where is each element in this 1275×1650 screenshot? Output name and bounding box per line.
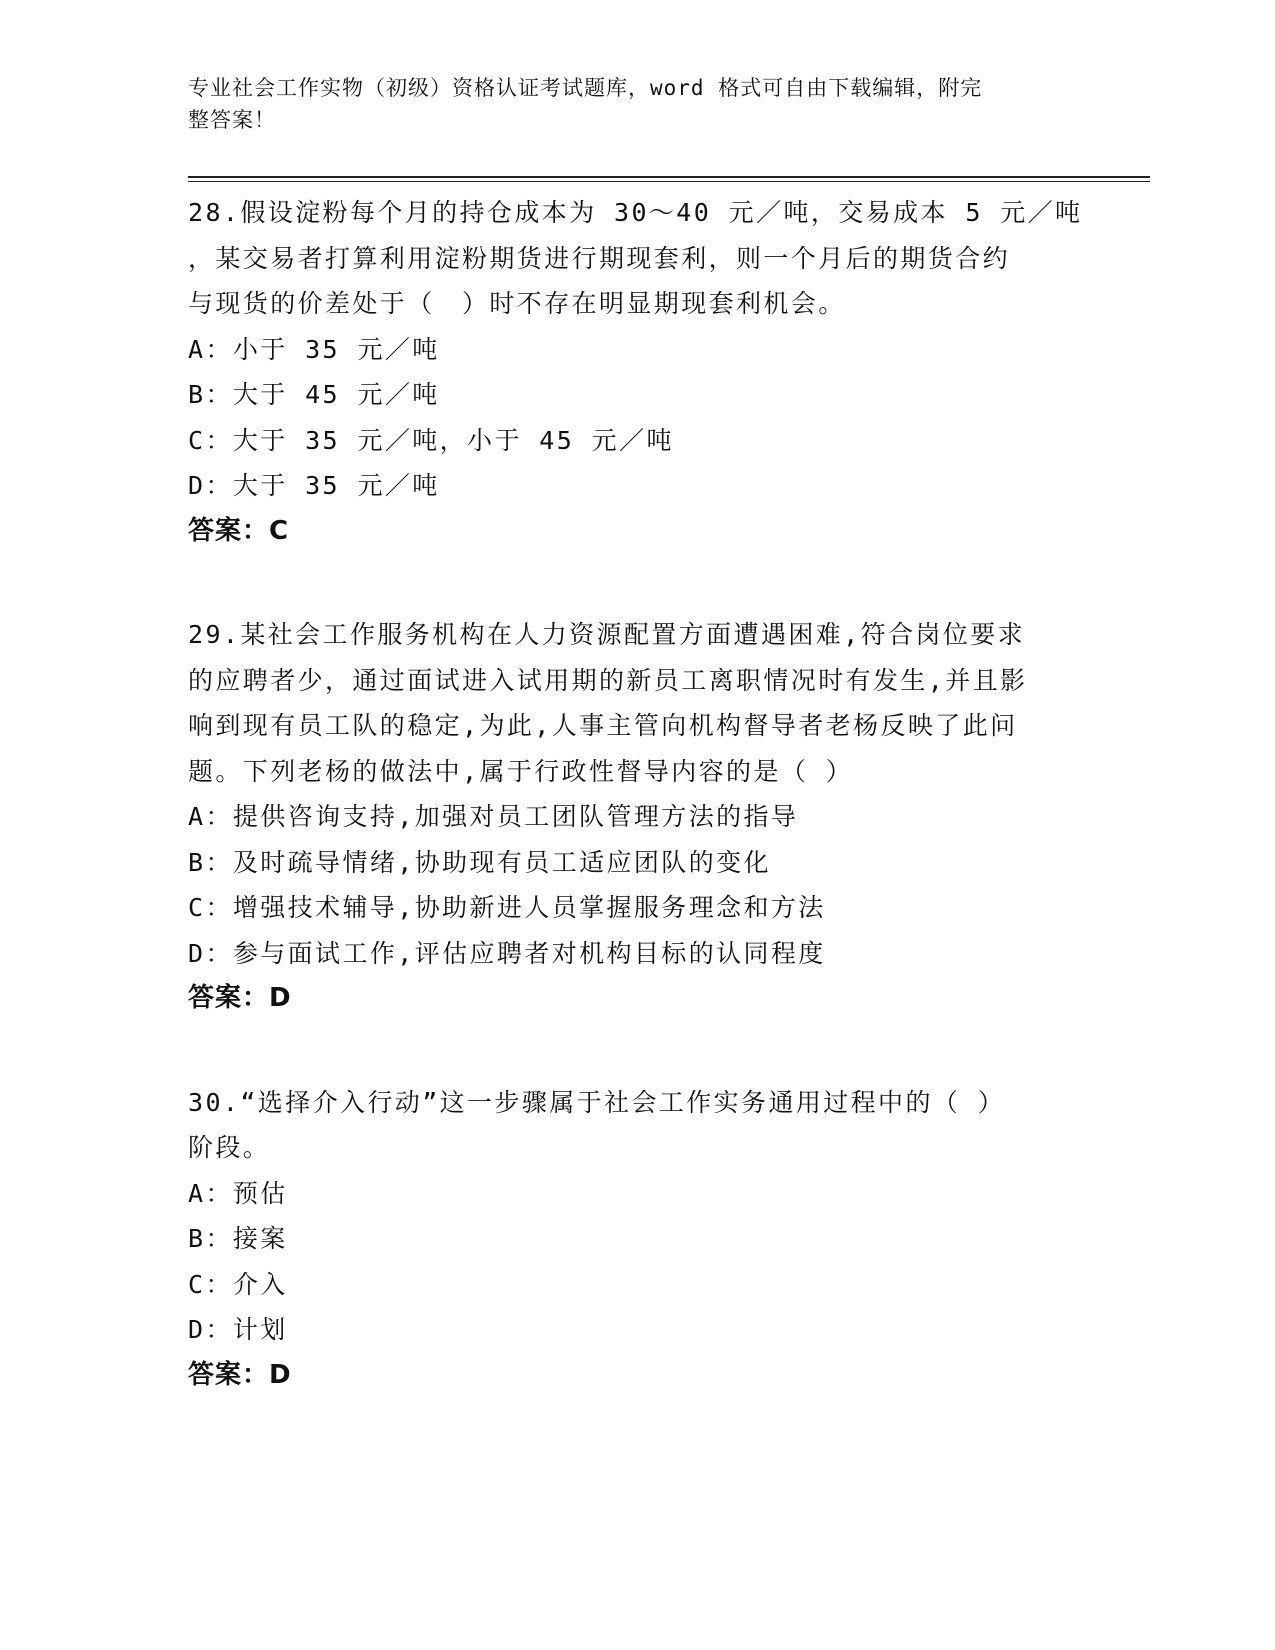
header-line-1: 专业社会工作实物（初级）资格认证考试题库，word 格式可自由下载编辑，附完 [188, 76, 983, 100]
option-c: C：增强技术辅导,协助新进人员掌握服务理念和方法 [188, 893, 826, 922]
header-divider-thick [188, 176, 1150, 178]
option-c: C：介入 [188, 1269, 288, 1299]
option-c: C：大于 35 元／吨，小于 45 元／吨 [188, 425, 674, 455]
option-d: D：计划 [188, 1315, 288, 1344]
header-line-2: 整答案！ [188, 108, 276, 132]
option-a: A：小于 35 元／吨 [188, 334, 440, 364]
question-stem-line: ，某交易者打算利用淀粉期货进行期现套利，则一个月后的期货合约 [188, 243, 1011, 273]
question-stem-line: 响到现有员工队的稳定,为此,人事主管向机构督导者老杨反映了此问 [188, 711, 1018, 740]
question-30 [188, 1080, 1088, 1399]
question-stem-line: 的应聘者少，通过面试进入试用期的新员工离职情况时有发生,并且影 [188, 665, 1028, 695]
question-stem-line: 30.“选择介入行动”这一步骤属于社会工作实务通用过程中的（ ） [188, 1087, 1006, 1117]
question-28 [188, 190, 1088, 554]
answer-label: 答案：C [188, 515, 290, 546]
option-b: B：接案 [188, 1224, 288, 1253]
option-a: A：预估 [188, 1178, 288, 1208]
option-b: B：及时疏导情绪,协助现有员工适应团队的变化 [188, 847, 771, 877]
answer-label: 答案：D [188, 983, 292, 1013]
question-stem-line: 28.假设淀粉每个月的持仓成本为 30～40 元／吨，交易成本 5 元／吨 [188, 198, 1083, 227]
question-stem-line: 题。下列老杨的做法中,属于行政性督导内容的是（ ） [188, 756, 854, 786]
document-header [188, 72, 1068, 136]
option-d: D：大于 35 元／吨 [188, 471, 440, 500]
option-d: D：参与面试工作,评估应聘者对机构目标的认同程度 [188, 938, 826, 968]
answer-label: 答案：D [188, 1359, 292, 1390]
question-stem-line: 29.某社会工作服务机构在人力资源配置方面遭遇困难,符合岗位要求 [188, 620, 1026, 649]
header-divider-thin [188, 181, 1150, 182]
question-29 [188, 612, 1088, 1022]
option-a: A：提供咨询支持,加强对员工团队管理方法的指导 [188, 802, 799, 831]
question-stem-line: 阶段。 [188, 1133, 271, 1162]
question-stem-line: 与现货的价差处于（ ）时不存在明显期现套利机会。 [188, 289, 846, 318]
question-list [188, 190, 1088, 1456]
option-b: B：大于 45 元／吨 [188, 380, 440, 409]
